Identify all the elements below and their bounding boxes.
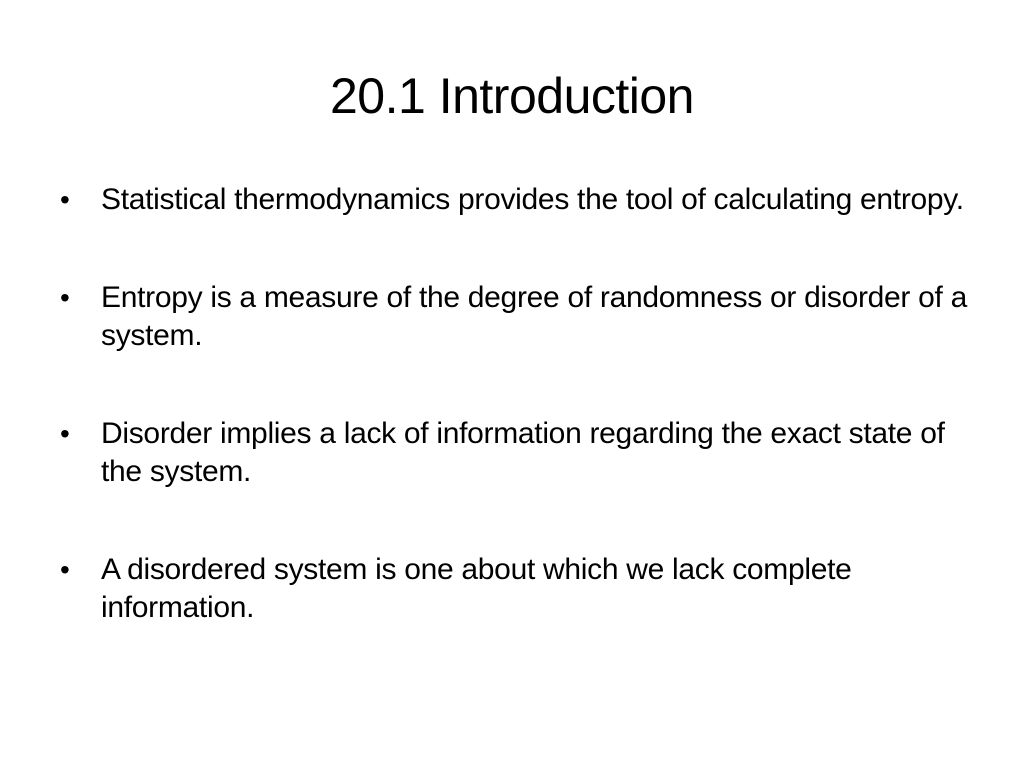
bullet-icon: • (60, 184, 70, 215)
bullet-text: Statistical thermodynamics provides the tool of calculating entropy. (101, 183, 964, 216)
bullet-list (56, 181, 976, 627)
list-item (56, 551, 976, 627)
bullet-icon: • (60, 282, 70, 313)
list-item (56, 279, 976, 355)
slide-title: 20.1 Introduction (330, 68, 694, 124)
list-item (56, 181, 976, 219)
bullet-text: Disorder implies a lack of information regarding the exact state of the system. (101, 417, 945, 488)
bullet-icon: • (60, 554, 70, 585)
list-item (56, 415, 976, 491)
bullet-text: Entropy is a measure of the degree of randomness or disorder of a system. (101, 281, 967, 352)
bullet-text: A disordered system is one about which we lack complete information. (101, 553, 852, 624)
bullet-icon: • (60, 418, 70, 449)
